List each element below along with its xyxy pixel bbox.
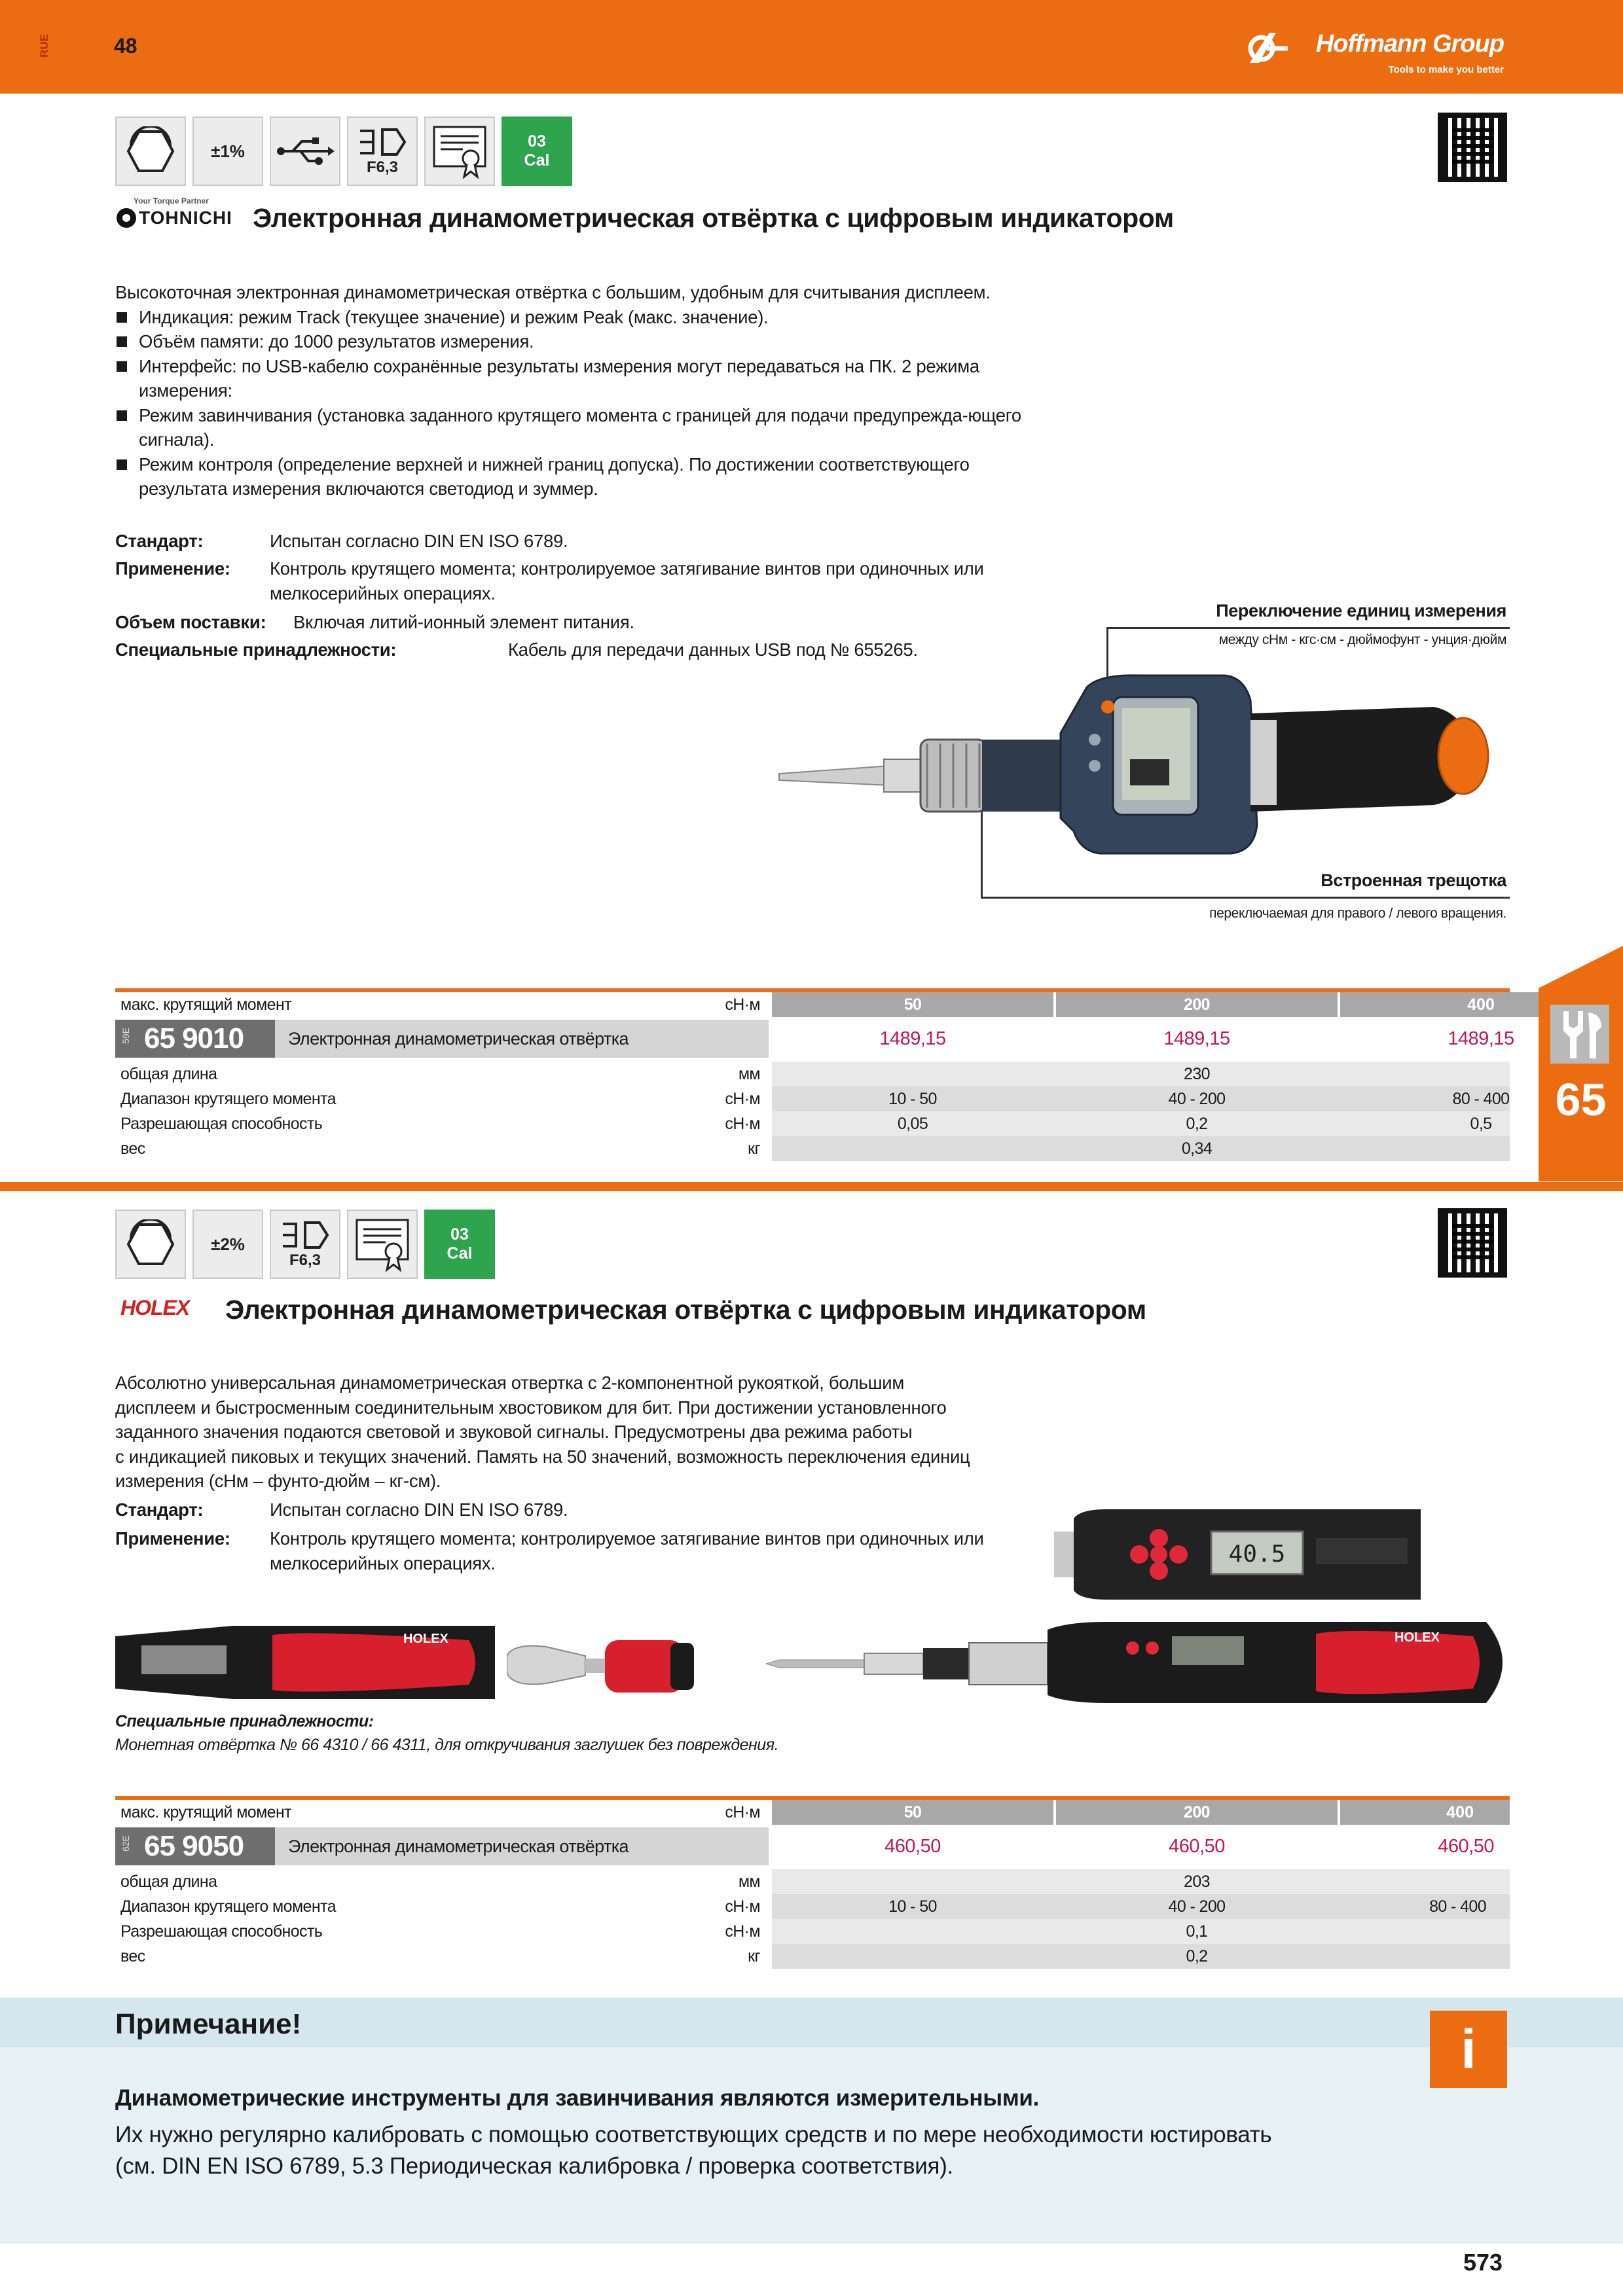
usb-icon [270, 117, 340, 186]
application-value-2: Контроль крутящего момента; контролируемое затягивание винтов при одиночных или мелкосерийных операциях. [270, 1528, 984, 1573]
table-row-resolution-2 [115, 1919, 1510, 1944]
article-number-1[interactable] [115, 1020, 275, 1058]
note-title: Примечание! [115, 2008, 302, 2040]
calibration-badge [501, 117, 572, 186]
table-row-weight-2 [115, 1944, 1510, 1969]
bullet-3: Интерфейс: по USB-кабелю сохранённые результаты измерения могут передаваться на ПК. 2 режима измерения: [115, 354, 1045, 403]
certificate-icon-2 [347, 1210, 418, 1279]
row-unit: сН·м [725, 1922, 760, 1941]
row-label: Диапазон крутящего момента [120, 1897, 336, 1916]
intro-line: Абсолютно универсальная динамометрическая отвертка с 2-компонентной рукояткой, большим [115, 1372, 904, 1393]
tohnichi-name: TOHNICHI [139, 207, 232, 228]
bullet-5: Режим контроля (определение верхней и нижней границ допуска). По достижении соответствующего результата измерения включаются светодиод и зуммер. [115, 452, 1045, 501]
article-number-2[interactable] [115, 1827, 275, 1865]
note-text [115, 2119, 1271, 2182]
callout-line-2 [981, 897, 1510, 899]
bullet-1: Индикация: режим Track (текущее значение) и режим Peak (макс. значение). [115, 305, 1045, 330]
bit-size-label: F6,3 [366, 158, 399, 176]
max-torque-label-2: макс. крутящий момент [120, 1803, 292, 1821]
accessories-label-1: Специальные принадлежности: [115, 639, 397, 660]
brand-logo [1247, 26, 1509, 79]
callout-units-title: Переключение единиц измерения [1216, 601, 1506, 620]
accuracy-badge: ±1% [192, 117, 263, 186]
application-label-2: Применение: [115, 1528, 230, 1549]
tohnichi-screwdriver-image [773, 661, 1512, 870]
row-label: Разрешающая способность [120, 1922, 323, 1941]
application-label-1: Применение: [115, 558, 230, 579]
row-value: 40 - 200 [1168, 1897, 1226, 1916]
size-col-50-1: 50 [772, 992, 1053, 1017]
tohnichi-mark-icon [115, 207, 137, 229]
size-col-200-2: 200 [1056, 1800, 1338, 1825]
table-row-length-2 [115, 1869, 1510, 1894]
description-1 [115, 280, 1045, 501]
accessories-label-2: Специальные принадлежности: [115, 1712, 374, 1731]
price-2-50: 460,50 [884, 1835, 941, 1857]
intro-1: Высокоточная электронная динамометрическая отвёртка с большим, удобным для считывания дисплеем. [115, 282, 991, 302]
row-value: 0,1 [1186, 1922, 1208, 1941]
price-2-400: 460,50 [1438, 1835, 1494, 1857]
row-unit: мм [738, 1065, 760, 1083]
cal-label-2: Cal [447, 1244, 473, 1263]
intro-line: дисплеем и быстросменным соединительным хвостовиком для бит. При достижении установленного [115, 1397, 947, 1418]
tools-icon [1550, 1005, 1609, 1064]
row-value: 0,2 [1186, 1946, 1208, 1965]
row-label: вес [120, 1139, 145, 1158]
svg-text:HOLEX: HOLEX [1395, 1630, 1440, 1645]
tohnichi-logo [115, 196, 232, 229]
row-unit: кг [748, 1139, 760, 1158]
holex-logo: HOLEX [120, 1296, 190, 1319]
size-col-50-2: 50 [772, 1800, 1053, 1825]
calibration-badge-2 [424, 1210, 495, 1279]
row-label: Разрешающая способность [120, 1115, 323, 1133]
intro-line: с индикацией пиковых и текущих значений. Память на 50 значений, возможность переключения единиц [115, 1446, 970, 1467]
table-row-length-1 [115, 1062, 1510, 1086]
page-number-top: 48 [114, 34, 137, 58]
price-2-200: 460,50 [1169, 1835, 1225, 1857]
page-number: 573 [1463, 2249, 1503, 2276]
display-reading: 40.5 [1228, 1541, 1286, 1568]
application-value-1: Контроль крутящего момента; контролируемое затягивание винтов при одиночных или мелкосерийных операциях. [270, 558, 984, 603]
table-row-range-2 [115, 1894, 1510, 1919]
callout-line-1 [1106, 627, 1510, 629]
row-value: 10 - 50 [888, 1089, 937, 1108]
table-row-max-torque-1 [115, 992, 1510, 1017]
holex-screwdriver-right-image [766, 1617, 1512, 1708]
holex-mark: HOLEX [403, 1632, 448, 1646]
price-1-200: 1489,15 [1163, 1028, 1230, 1049]
row-label: вес [120, 1947, 145, 1965]
chapter-number: 65 [1555, 1074, 1607, 1125]
row-value: 10 - 50 [888, 1897, 937, 1916]
row-value: 0,5 [1470, 1114, 1492, 1133]
note-line: (см. DIN EN ISO 6789, 5.3 Периодическая калибровка / проверка соответствия). [115, 2153, 953, 2179]
size-col-400b-1: 400 [1340, 992, 1622, 1017]
size-col-200-1: 200 [1056, 992, 1338, 1017]
qr-code-1 [1438, 113, 1507, 182]
brand-tagline: Tools to make you better [1388, 64, 1504, 75]
callout-ratchet-sub: переключаемая для правого / левого вращения. [1209, 906, 1506, 921]
cal-label: Cal [524, 151, 550, 170]
row-unit: сН·м [725, 1090, 760, 1108]
article-name-1: Электронная динамометрическая отвёртка [275, 1020, 769, 1058]
coin-screwdriver-image [507, 1630, 697, 1702]
bit-hex-icon-2 [270, 1210, 340, 1279]
row-unit: сН·м [725, 1115, 760, 1133]
qr-code-2 [1438, 1208, 1507, 1278]
supply-label-1: Объем поставки: [115, 612, 266, 632]
row-label: Диапазон крутящего момента [120, 1090, 336, 1108]
brand-name: Hoffmann Group [1315, 30, 1504, 58]
article-number-text-2: 65 9050 [144, 1830, 244, 1862]
holex-screwdriver-left-image [115, 1617, 495, 1708]
intro-line: измерения (сНм – фунто-дюйм – кг-см). [115, 1471, 441, 1491]
cal-code-2: 03 [450, 1225, 469, 1244]
table-row-max-torque-2 [115, 1800, 1510, 1825]
cal-code: 03 [528, 132, 546, 151]
bullet-4: Режим завинчивания (установка заданного крутящего момента с границей для подачи предупрежда-ющего сигнала). [115, 403, 1045, 452]
row-label: общая длина [120, 1873, 217, 1891]
article-prefix-1: 59E [120, 1028, 131, 1044]
hex-drive-icon-2 [115, 1210, 186, 1279]
hex-drive-icon [115, 117, 186, 186]
price-1-50: 1489,15 [879, 1028, 946, 1049]
row-unit: кг [748, 1947, 760, 1965]
row-value: 203 [1184, 1872, 1210, 1891]
accuracy-badge-2: ±2% [192, 1210, 263, 1279]
callout-units-sub: между сНм - кгс·см - дюймофунт - унция·дюйм [1218, 632, 1506, 647]
row-value: 80 - 400 [1429, 1897, 1486, 1916]
size-col-400-2: 400 [1340, 1800, 1510, 1825]
certificate-icon [424, 117, 495, 186]
note-heading: Динамометрические инструменты для завинчивания являются измерительными. [115, 2085, 1040, 2111]
article-number-text-1: 65 9010 [144, 1022, 244, 1054]
max-torque-label-1: макс. крутящий момент [120, 996, 292, 1014]
info-icon: i [1430, 2011, 1507, 2088]
tohnichi-tagline: Your Torque Partner [134, 196, 209, 206]
article-name-2: Электронная динамометрическая отвёртка [275, 1827, 769, 1865]
product-title-1: Электронная динамометрическая отвёртка с цифровым индикатором [253, 203, 1174, 233]
table-row-resolution-1 [115, 1111, 1510, 1136]
row-value: 0,2 [1186, 1114, 1208, 1133]
supply-value-1: Включая литий-ионный элемент питания. [293, 612, 634, 632]
row-value: 80 - 400 [1452, 1089, 1510, 1108]
max-torque-unit-2: сН·м [725, 1803, 760, 1821]
price-1-400: 1489,15 [1448, 1028, 1514, 1049]
callout-ratchet-title: Встроенная трещотка [1321, 870, 1506, 890]
table-row-weight-1 [115, 1136, 1510, 1161]
row-value: 0,34 [1181, 1139, 1213, 1158]
note-line: Их нужно регулярно калибровать с помощью соответствующих средств и по мере необходимости юстировать [115, 2122, 1272, 2147]
table-row-range-1 [115, 1086, 1510, 1111]
accessories-value-1: Кабель для передачи данных USB под № 655265. [508, 639, 918, 660]
section-separator [0, 1182, 1623, 1191]
row-value: 40 - 200 [1168, 1089, 1226, 1108]
bit-size-label-2: F6,3 [289, 1251, 321, 1269]
standard-label-1: Стандарт: [115, 531, 204, 551]
row-value: 0,05 [897, 1114, 928, 1133]
standard-value-2: Испытан согласно DIN EN ISO 6789. [270, 1499, 568, 1520]
standard-label-2: Стандарт: [115, 1499, 204, 1520]
standard-value-1: Испытан согласно DIN EN ISO 6789. [270, 531, 568, 551]
bullet-2: Объём памяти: до 1000 результатов измерения. [115, 329, 1045, 354]
holex-display-closeup-image [1054, 1505, 1421, 1604]
bit-hex-icon [347, 117, 418, 186]
description-2 [115, 1371, 1097, 1494]
intro-line: заданного значения подаются световой и звуковой сигналы. Предусмотрены два режима работы [115, 1422, 913, 1442]
row-value: 230 [1184, 1064, 1210, 1083]
product-title-2: Электронная динамометрическая отвёртка с цифровым индикатором [225, 1295, 1146, 1325]
row-label: общая длина [120, 1065, 217, 1083]
accessories-value-2: Монетная отвёртка № 66 4310 / 66 4311, для откручивания заглушек без повреждения. [115, 1736, 779, 1754]
row-unit: сН·м [725, 1897, 760, 1916]
max-torque-unit-1: сН·м [725, 996, 760, 1014]
language-code: RUE [38, 34, 50, 58]
article-prefix-2: 62E [120, 1835, 131, 1852]
brand-mark-icon [1247, 29, 1293, 64]
row-unit: мм [738, 1873, 760, 1891]
